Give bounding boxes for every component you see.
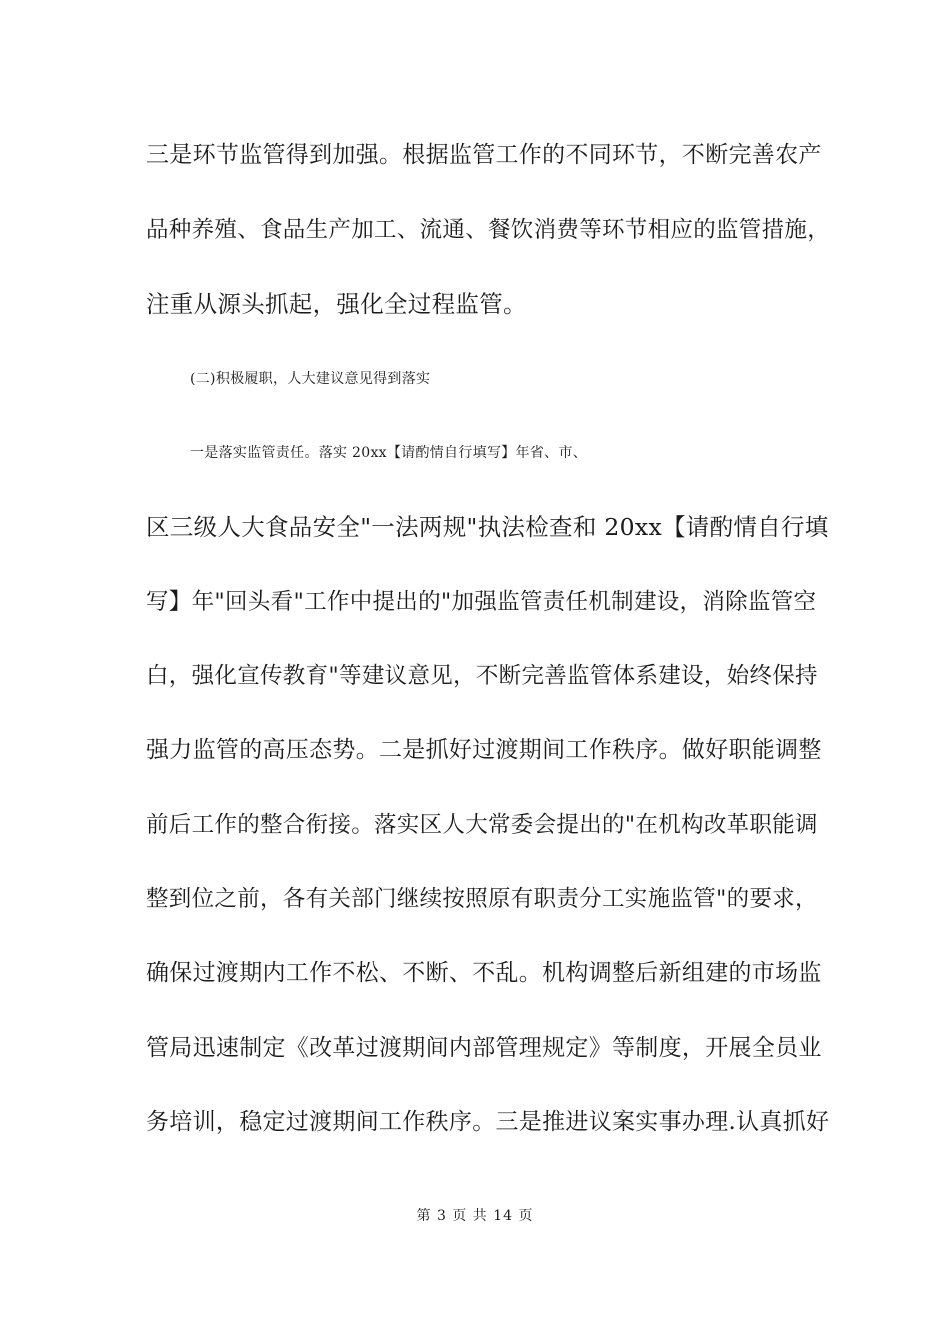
paragraph-line-13: 管局迅速制定《改革过渡期间内部管理规定》等制度，开展全员业 bbox=[146, 1035, 822, 1061]
paragraph-line-1: 三是环节监管得到加强。根据监管工作的不同环节，不断完善农产 bbox=[146, 142, 822, 168]
paragraph-line-12: 确保过渡期内工作不松、不断、不乱。机构调整后新组建的市场监 bbox=[146, 960, 822, 986]
paragraph-line-3: 注重从源头抓起，强化全过程监管。 bbox=[146, 290, 527, 318]
paragraph-line-11: 整到位之前，各有关部门继续按照原有职责分工实施监管"的要求， bbox=[146, 886, 818, 912]
paragraph-line-8: 白，强化宣传教育"等建议意见，不断完善监管体系建设，始终保持 bbox=[146, 663, 818, 689]
paragraph-line-5: 一是落实监管责任。落实 20xx【请酌情自行填写】年省、市、 bbox=[190, 445, 588, 461]
paragraph-line-2: 品种养殖、食品生产加工、流通、餐饮消费等环节相应的监管措施， bbox=[146, 217, 831, 243]
paragraph-line-14: 务培训，稳定过渡期间工作秩序。三是推进议案实事办理.认真抓好 bbox=[146, 1109, 830, 1135]
paragraph-line-7: 写】年"回头看"工作中提出的"加强监管责任机制建设，消除监管空 bbox=[146, 589, 817, 615]
paragraph-line-6: 区三级人大食品安全"一法两规"执法检查和 20xx【请酌情自行填 bbox=[146, 513, 829, 541]
page-number-footer: 第 3 页 共 14 页 bbox=[416, 1208, 534, 1224]
paragraph-line-9: 强力监管的高压态势。二是抓好过渡期间工作秩序。做好职能调整 bbox=[146, 737, 822, 763]
section-heading: (二)积极履职，人大建议意见得到落实 bbox=[190, 371, 431, 387]
paragraph-line-10: 前后工作的整合衔接。落实区人大常委会提出的"在机构改革职能调 bbox=[146, 812, 818, 838]
